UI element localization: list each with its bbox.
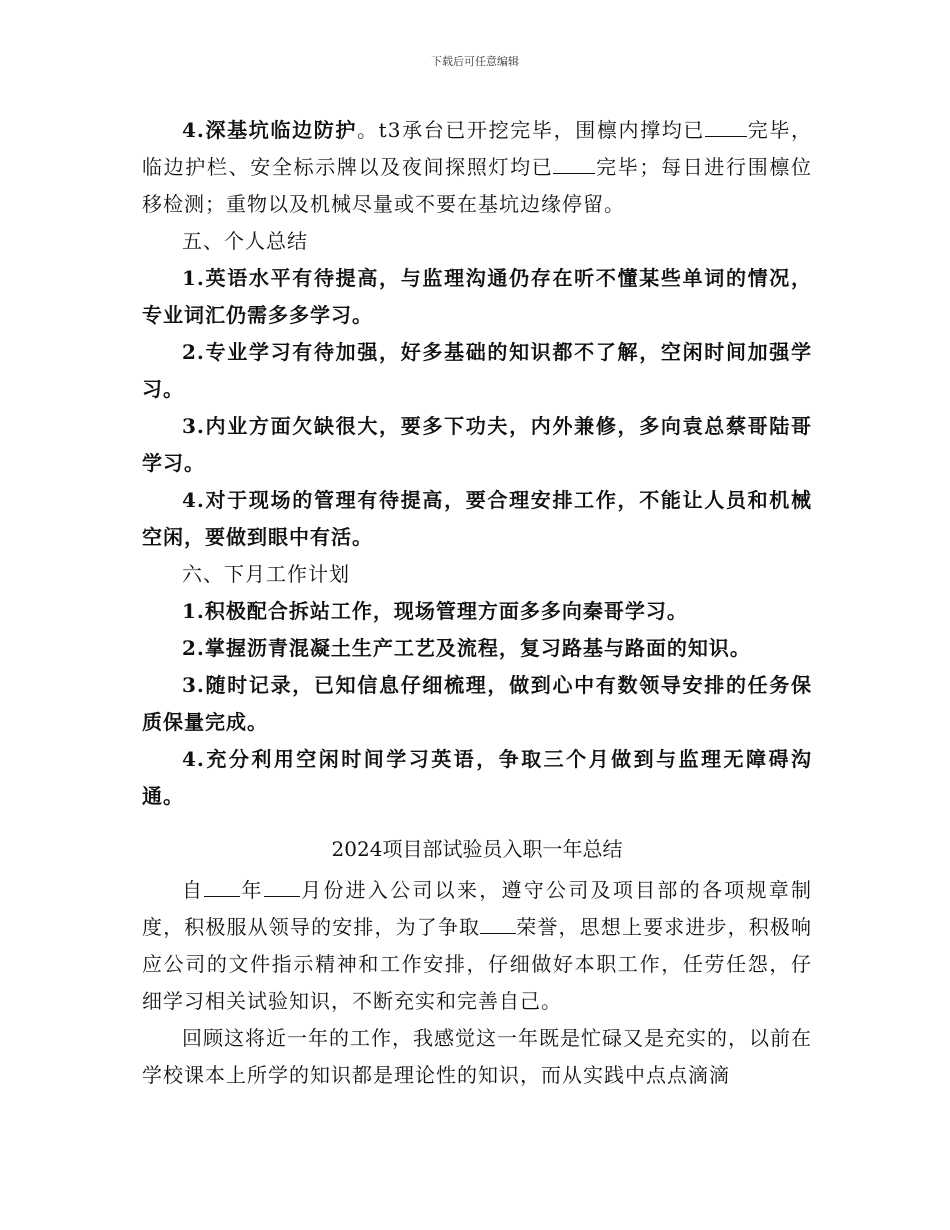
intro-text-b: 年 xyxy=(240,878,264,902)
blank-line xyxy=(264,878,300,897)
heading-personal-summary: 五、个人总结 xyxy=(182,229,308,253)
document-title: 2024项目部试验员入职一年总结 xyxy=(331,837,623,861)
intro-text-c: 月份进入公司以来，遵守公司及项目部的各项规章制度，积极服从领导的安排，为了争取 xyxy=(142,878,813,939)
personal-item-4: 4.对于现场的管理有待提高，要合理安排工作，不能让人员和机械空闲，要做到眼中有活。 xyxy=(142,488,812,549)
plan-item-2: 2.掌握沥青混凝土生产工艺及流程，复习路基与路面的知识。 xyxy=(182,636,751,660)
section4-paragraph xyxy=(142,112,812,223)
intro-paragraph xyxy=(142,872,812,1020)
review-paragraph: 回顾这将近一年的工作，我感觉这一年既是忙碌又是充实的，以前在学校课本上所学的知识都是理论性的知识，而从实践中点点滴滴 xyxy=(142,1026,812,1087)
page-header: 下载后可任意编辑 xyxy=(431,55,519,68)
heading-next-month-plan: 六、下月工作计划 xyxy=(182,562,350,586)
plan-item-4: 4.充分利用空闲时间学习英语，争取三个月做到与监理无障碍沟通。 xyxy=(142,747,812,808)
intro-text-d: 荣誉，思想上要求进步，积极响应公司的文件指示精神和工作安排，仔细做好本职工作，任劳任怨，仔细学习相关试验知识，不断充实和完善自己。 xyxy=(142,915,813,1013)
section4-text-b: 完毕，临边护栏、安全标示牌以及夜间探照灯均已 xyxy=(142,118,813,179)
plan-item-1: 1.积极配合拆站工作，现场管理方面多多向秦哥学习。 xyxy=(182,599,688,623)
personal-item-3: 3.内业方面欠缺很大，要多下功夫，内外兼修，多向袁总蔡哥陆哥学习。 xyxy=(142,414,812,475)
section4-text-a: 。t3承台已开挖完毕，围檩内撑均已 xyxy=(357,118,706,142)
blank-line xyxy=(705,118,747,137)
document-body xyxy=(142,112,812,1094)
personal-item-1: 1.英语水平有待提高，与监理沟通仍存在听不懂某些单词的情况，专业词汇仍需多多学习。 xyxy=(142,266,812,327)
intro-text-a: 自 xyxy=(182,878,205,902)
plan-item-3: 3.随时记录，已知信息仔细梳理，做到心中有数领导安排的任务保质保量完成。 xyxy=(142,673,812,734)
blank-line xyxy=(480,915,516,934)
section4-lead: 4.深基坑临边防护 xyxy=(182,118,358,142)
personal-item-2: 2.专业学习有待加强，好多基础的知识都不了解，空闲时间加强学习。 xyxy=(142,340,812,401)
blank-line xyxy=(553,155,595,174)
section4-text-c: 完毕；每日进行围檩位移检测；重物以及机械尽量或不要在基坑边缘停留。 xyxy=(142,155,813,216)
blank-line xyxy=(204,878,240,897)
